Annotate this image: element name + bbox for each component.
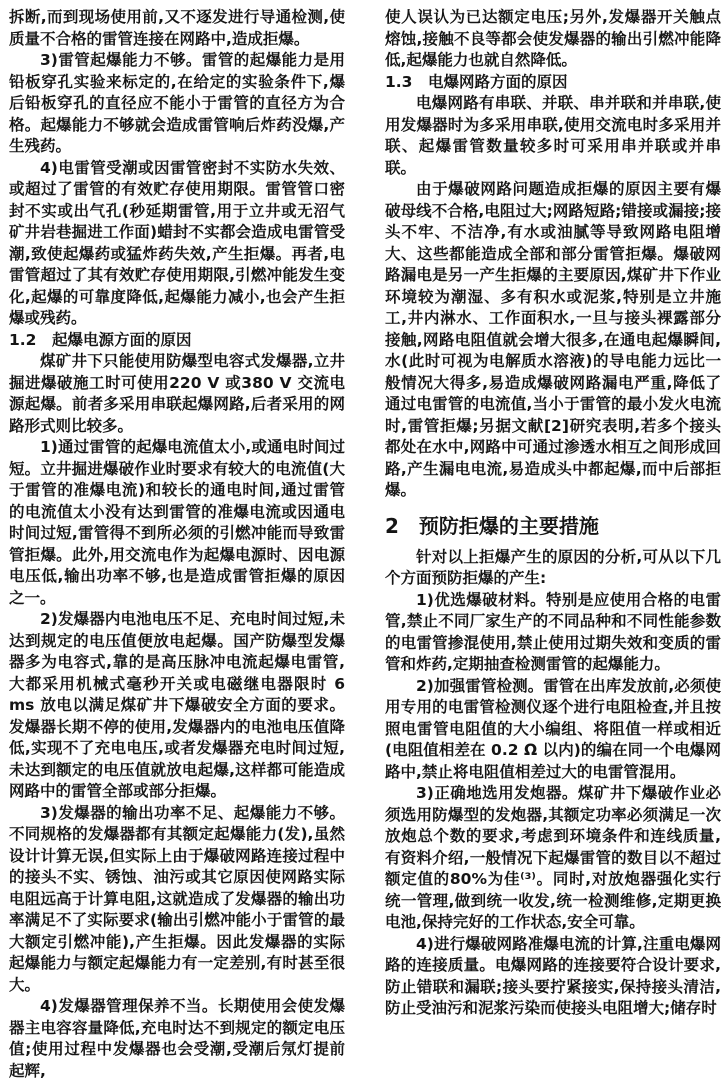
paragraph: 3)正确地选用发炮器。煤矿井下爆破作业必须选用防爆型的发炮器,其额定功率必须满足一次放炮总个数的要求,考虑到环境条件和连线质量,有资料介绍,一般情况下起爆雷管的数目以不超过额定值的80%为佳⁽³⁾。同时,对放炮器强化实行统一管理,做到统一收发,统一检测维修,定期更换电池,保持完好的工作状态,安全可靠。 — [385, 784, 721, 931]
paragraph: 4)发爆器管理保养不当。长期使用会使发爆器主电容容量降低,充电时达不到规定的额定电压值;使用过程中发爆器也会受潮,受潮后氖灯提前起辉, — [9, 997, 345, 1080]
paragraph: 3)雷管起爆能力不够。雷管的起爆能力是用铅板穿孔实验来标定的,在给定的实验条件下,爆后铅板穿孔的直径应不能小于雷管的直径方为合格。起爆能力不够就会造成雷管响后炸药没爆,产生残药。 — [9, 51, 345, 155]
paragraph-continuation: 拆断,而到现场使用前,又不逐发进行导通检测,使质量不合格的雷管连接在网路中,造成拒爆。 — [9, 8, 345, 48]
left-column — [9, 7, 345, 1080]
paragraph: 3)发爆器的输出功率不足、起爆能力不够。不同规格的发爆器都有其额定起爆能力(发),虽然设计计算无误,但实际上由于爆破网路连接过程中的接头不实、锈蚀、油污或其它原因使网路实际电阻远高于计算电阻,这就造成了发爆器的输出功率满足不了实际要求(输出引燃冲能小于雷管的最大额定引燃冲能),产生拒爆。因此发爆器的实际起爆能力与额定起爆能力有一定差别,有时甚至很大。 — [9, 803, 345, 994]
right-column — [385, 7, 721, 1017]
subsection-heading: 1.3 电爆网路方面的原因 — [385, 72, 568, 91]
paragraph: 电爆网路有串联、并联、串并联和并串联,使用发爆器时为多采用串联,使用交流电时多采用并联、起爆雷管数量较多时可采用串并联或并串联。 — [385, 94, 721, 177]
paragraph: 由于爆破网路问题造成拒爆的原因主要有爆破母线不合格,电阻过大;网路短路;错接或漏接;接头不牢、不洁净,有水或油腻等导致网路电阻增大、这些都能造成全部和部分雷管拒爆。爆破网路漏电是另一产生拒爆的主要原因,煤矿井下作业环境较为潮湿、多有积水或泥浆,特别是立井施工,井内淋水、工作面积水,一旦与接头裸露部分接触,网路电阻值就会增大很多,在通电起爆瞬间,水(此时可视为电解质水溶液)的导电能力远比一般情况大得多,易造成爆破网路漏电严重,降低了通过电雷管的电流值,当小于雷管的最小发火电流时,雷管拒爆;另据文献[2]研究表明,若多个接头都处在水中,网路中可通过渗透水相互之间形成回路,产生漏电电流,易造成头中都起爆,而中后部拒爆。 — [385, 180, 721, 499]
paragraph-continuation: 使人误认为已达额定电压;另外,发爆器开关触点熔蚀,接触不良等都会使发爆器的输出引燃冲能降低,起爆能力也就自然降低。 — [385, 8, 721, 69]
paragraph: 4)进行爆破网路准爆电流的计算,注重电爆网路的连接质量。电爆网路的连接要符合设计要求,防止错联和漏联;接头要拧紧接实,保持接头清洁,防止受油污和泥浆污染而使接头电阻增大;储存时 — [385, 934, 721, 1017]
paragraph: 1)通过雷管的起爆电流值太小,或通电时间过短。立井掘进爆破作业时要求有较大的电流值(大于雷管的准爆电流)和较长的通电时间,通过雷管的电流值太小没有达到雷管的准爆电流或因通电时间过短,雷管得不到所必须的引燃冲能而导致雷管拒爆。此外,用交流电作为起爆电源时、因电源电压低,输出功率不够,也是造成雷管拒爆的原因之一。 — [9, 438, 345, 607]
paragraph: 针对以上拒爆产生的原因的分析,可从以下几个方面预防拒爆的产生: — [385, 547, 721, 587]
paragraph: 2)加强雷管检测。雷管在出库发放前,必须使用专用的电雷管检测仪逐个进行电阻检查,并且按照电雷管电阻值的大小编组、将阻值一样或相近(电阻值相差在 0.2 Ω 以内)的编在同一个电爆网路中,禁止将电阻值相差过大的电雷管混用。 — [385, 676, 721, 781]
paragraph: 2)发爆器内电池电压不足、充电时间过短,未达到规定的电压值便放电起爆。国产防爆型发爆器多为电容式,靠的是高压脉冲电流起爆电雷管,大都采用机械式毫秒开关或电磁继电器限时 6 ms 放电以满足煤矿井下爆破安全方面的要求。发爆器长期不停的使用,发爆器内的电池电压值降低,实现不了充电电压,或者发爆器充电时间过短,未达到额定的电压值就放电起爆,这样都可能造成网路中的雷管全部或部分拒爆。 — [9, 610, 345, 800]
paragraph: 4)电雷管受潮或因雷管密封不实防水失效、或超过了雷管的有效贮存使用期限。雷管管口密封不实或出气孔(秒延期雷管,用于立井或无沼气矿井岩巷掘进工作面)蜡封不实都会造成电雷管受潮,致使起爆药或猛炸药失效,产生拒爆。再者,电雷管超过了其有效贮存使用期限,引燃冲能发生变化,起爆的可靠度降低,起爆能力减小,也会产生拒爆或残药。 — [9, 158, 345, 327]
paragraph: 煤矿井下只能使用防爆型电容式发爆器,立井掘进爆破施工时可使用220 V 或380 V 交流电源起爆。前者多采用串联起爆网路,后者采用的网路形式则比较多。 — [9, 352, 345, 435]
subsection-heading: 1.2 起爆电源方面的原因 — [9, 330, 192, 349]
paragraph: 1)优选爆破材料。特别是应使用合格的电雷管,禁止不同厂家生产的不同品种和不同性能参数的电雷管掺混使用,禁止使用过期失效和变质的雷管和炸药,定期抽查检测雷管的起爆能力。 — [385, 590, 721, 673]
section-heading: 2 预防拒爆的主要措施 — [385, 513, 599, 538]
